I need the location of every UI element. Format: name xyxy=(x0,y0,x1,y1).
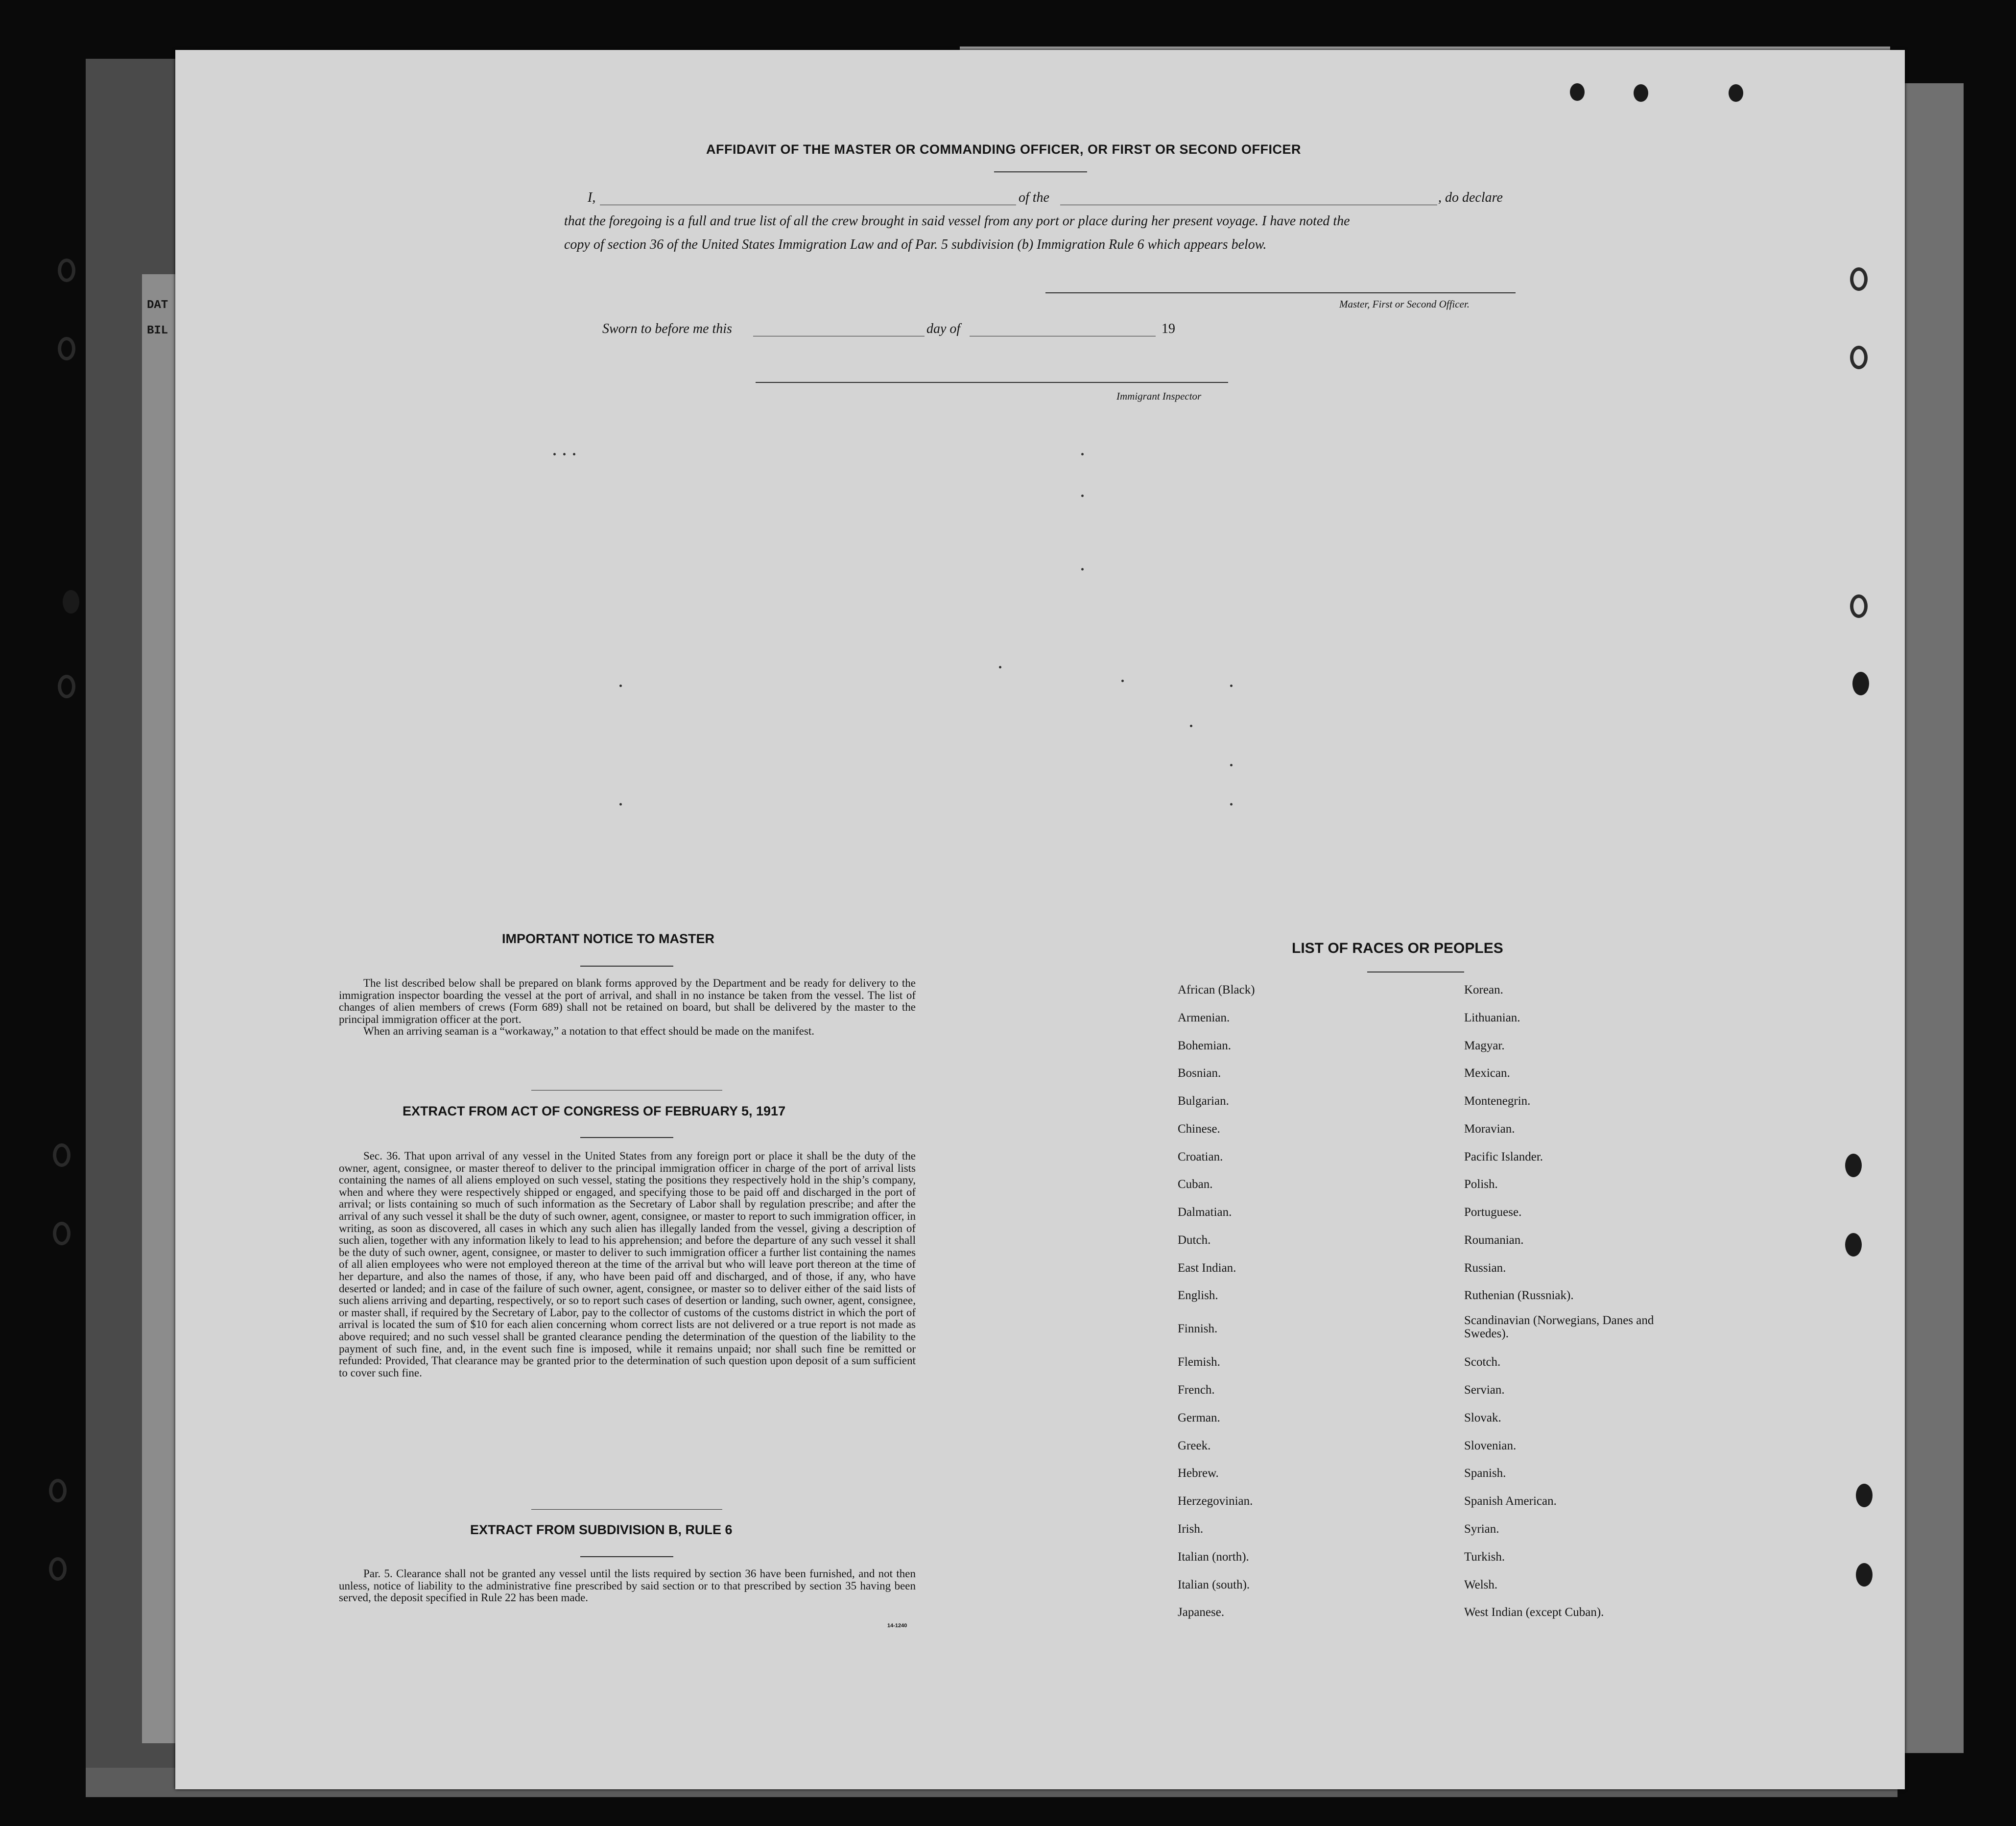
race-item: Armenian. xyxy=(1178,1011,1230,1024)
affidavit-line-1c: , do declare xyxy=(1438,190,1503,205)
race-item: Portuguese. xyxy=(1464,1206,1522,1219)
race-item: Servian. xyxy=(1464,1383,1505,1397)
punch-hole xyxy=(1856,1563,1873,1587)
race-item: East Indian. xyxy=(1178,1261,1236,1275)
punch-hole xyxy=(1570,83,1585,101)
affidavit-title-rule xyxy=(994,171,1087,172)
race-item: Dalmatian. xyxy=(1178,1206,1232,1219)
edge-mark-top: DAT xyxy=(147,299,168,312)
act-extract-body xyxy=(339,1150,916,1379)
race-item: Italian (north). xyxy=(1178,1550,1249,1564)
race-item: Scotch. xyxy=(1464,1355,1501,1369)
rule-extract-title: EXTRACT FROM SUBDIVISION B, RULE 6 xyxy=(470,1522,733,1537)
binder-hole xyxy=(58,675,75,698)
speck xyxy=(1230,685,1233,687)
punch-hole xyxy=(1845,1233,1862,1257)
race-item: Mexican. xyxy=(1464,1067,1510,1080)
race-item: Polish. xyxy=(1464,1178,1498,1191)
race-item: African (Black) xyxy=(1178,983,1255,996)
form-code: 14-1240 xyxy=(887,1623,907,1629)
affidavit-line-1a: I, xyxy=(588,190,596,205)
binder-hole xyxy=(53,1222,71,1245)
notice-body xyxy=(339,977,916,1038)
notice-paragraph-2: When an arriving seaman is a “workaway,” a notation to that effect should be made on the manifest. xyxy=(363,1025,814,1038)
race-item: Cuban. xyxy=(1178,1178,1213,1191)
affidavit-line-2: that the foregoing is a full and true list of all the crew brought in said vessel from any port or place during her present voyage. I have noted the xyxy=(564,213,1350,229)
speck xyxy=(1230,803,1233,806)
section-divider xyxy=(531,1090,722,1091)
sworn-text-b: day of xyxy=(926,321,961,336)
sworn-text-a: Sworn to before me this xyxy=(602,321,732,336)
inspector-caption: Immigrant Inspector xyxy=(1116,390,1202,402)
race-item: Slovak. xyxy=(1464,1411,1501,1424)
speck xyxy=(1081,568,1084,570)
race-item: Syrian. xyxy=(1464,1522,1499,1536)
notice-title: IMPORTANT NOTICE TO MASTER xyxy=(502,931,714,946)
race-item: Ruthenian (Russniak). xyxy=(1464,1289,1574,1302)
race-item: Russian. xyxy=(1464,1261,1506,1275)
notice-title-rule xyxy=(580,966,673,967)
speck xyxy=(999,666,1001,668)
act-extract-title: EXTRACT FROM ACT OF CONGRESS OF FEBRUARY 5, 1917 xyxy=(403,1104,786,1118)
master-signature-line xyxy=(1045,292,1516,293)
races-title: LIST OF RACES OR PEOPLES xyxy=(1292,940,1503,956)
race-item: Spanish. xyxy=(1464,1467,1506,1480)
speck xyxy=(619,685,622,687)
race-item: West Indian (except Cuban). xyxy=(1464,1606,1604,1619)
race-item: Croatian. xyxy=(1178,1150,1223,1163)
race-item: Greek. xyxy=(1178,1439,1211,1452)
binder-hole xyxy=(53,1143,71,1167)
speck xyxy=(553,453,556,455)
speck xyxy=(619,803,622,806)
binder-hole xyxy=(49,1557,67,1581)
punch-hole xyxy=(1852,672,1869,695)
race-item: Magyar. xyxy=(1464,1039,1505,1052)
race-item: Hebrew. xyxy=(1178,1467,1219,1480)
punch-hole xyxy=(1850,346,1868,369)
edge-mark-bottom: BIL xyxy=(147,324,168,337)
speck xyxy=(1230,764,1233,766)
race-item: Italian (south). xyxy=(1178,1578,1250,1591)
punch-hole xyxy=(1850,594,1868,618)
race-item: Herzegovinian. xyxy=(1178,1494,1253,1508)
binder-hole xyxy=(63,590,79,614)
race-item: Turkish. xyxy=(1464,1550,1505,1564)
speck xyxy=(573,453,575,455)
binder-hole xyxy=(58,337,75,360)
race-item: English. xyxy=(1178,1289,1218,1302)
manifest-page xyxy=(175,50,1905,1789)
act-title-rule xyxy=(580,1137,673,1138)
race-item: Bulgarian. xyxy=(1178,1094,1229,1108)
speck xyxy=(1081,453,1084,455)
race-item: Scandinavian (Norwegians, Danes and Swedes). xyxy=(1464,1314,1654,1340)
notice-paragraph-1: The list described below shall be prepared on blank forms approved by the Department and be ready for delivery to the immigration inspector boarding the vessel at the port of arrival, and shall in no instance be taken from the vessel. The list of changes of alien members of crews (Form 689) shall not be retained on board, but shall be delivered by the master to the principal immigration officer at the port. xyxy=(339,977,916,1025)
section-divider xyxy=(531,1509,722,1510)
inspector-signature-line xyxy=(756,382,1228,383)
race-item: Slovenian. xyxy=(1464,1439,1517,1452)
race-item: Lithuanian. xyxy=(1464,1011,1520,1024)
race-item: Flemish. xyxy=(1178,1355,1220,1369)
rule-extract-body xyxy=(339,1568,916,1604)
race-item: Moravian. xyxy=(1464,1122,1515,1136)
speck xyxy=(563,453,566,455)
punch-hole xyxy=(1850,267,1868,291)
master-caption: Master, First or Second Officer. xyxy=(1339,298,1470,310)
punch-hole xyxy=(1634,84,1648,102)
race-item: Japanese. xyxy=(1178,1606,1225,1619)
race-item: Irish. xyxy=(1178,1522,1204,1536)
race-item: Dutch. xyxy=(1178,1233,1211,1247)
race-item: French. xyxy=(1178,1383,1215,1397)
race-item: Pacific Islander. xyxy=(1464,1150,1543,1163)
rule-title-rule xyxy=(580,1556,673,1557)
act-section-36-text: Sec. 36. That upon arrival of any vessel in the United States from any foreign port or place it shall be the duty of the owner, agent, consignee, or master thereof to deliver to the principal immigration officer in charge of the port of arrival lists containing the names of all aliens employed on such vessel, stating the positions they respectively hold in the ship’s company, when and where they were respectively shipped or engaged, and specifying those to be paid off and discharged in the port of arrival; or lists containing so much of such information as the Secretary of Labor shall by regulation prescribe; and after the arrival of any such vessel it shall be the duty of such owner, agent, consignee, or master to report to such immigration officer, in writing, as soon as discovered, all cases in which any such alien has illegally landed from the vessel, giving a description of such alien, together with any information likely to lead to his apprehension; and before the departure of any such vessel it shall be the duty of such owner, agent, consignee, or master to deliver to such immigration officer a further list containing the names of all alien employees who were not employed thereon at the time of the arrival but who will leave port thereon at the time of her departure, and also the names of those, if any, who have been paid off and discharged, and of those, if any, who have deserted or landed; and in case of the failure of such owner, agent, consignee, or master so to deliver either of the said lists of such aliens arriving and departing, respectively, or so to report such cases of desertion or landing, such owner, agent, consignee, or master shall, if required by the Secretary of Labor, pay to the collector of customs of the customs district in which the port of arrival is located the sum of $10 for each alien concerning whom correct lists are not delivered or a true report is not made as above required; and no such vessel shall be granted clearance pending the determination of the question of the liability to the payment of such fine, and, in the event such fine is imposed, while it remains unpaid; nor shall such fine be remitted or refunded: Provided, That clearance may be granted prior to the determination of such question upon deposit of a sum sufficient to cover such fine. xyxy=(339,1150,916,1379)
punch-hole xyxy=(1856,1484,1873,1507)
race-item: Bohemian. xyxy=(1178,1039,1232,1052)
sworn-text-c: 19 xyxy=(1162,321,1175,336)
race-item: Bosnian. xyxy=(1178,1067,1221,1080)
affidavit-title: AFFIDAVIT OF THE MASTER OR COMMANDING OFFICER, OR FIRST OR SECOND OFFICER xyxy=(706,142,1301,157)
speck xyxy=(1081,495,1084,497)
binder-hole xyxy=(49,1479,67,1502)
rule-par-5-text: Par. 5. Clearance shall not be granted any vessel until the lists required by section 36 have been furnished, and not then unless, notice of liability to the administrative fine prescribed by said section or to that prescribed by section 35 having been served, the deposit specified in Rule 22 has been made. xyxy=(339,1567,916,1604)
race-item: Korean. xyxy=(1464,983,1503,996)
race-item: Spanish American. xyxy=(1464,1494,1557,1508)
punch-hole xyxy=(1729,84,1743,102)
speck xyxy=(1190,725,1192,727)
punch-hole xyxy=(1845,1154,1862,1177)
speck xyxy=(1121,680,1124,682)
race-item: Montenegrin. xyxy=(1464,1094,1531,1108)
binder-hole xyxy=(58,259,75,282)
race-item: Finnish. xyxy=(1178,1322,1218,1335)
race-item: Welsh. xyxy=(1464,1578,1498,1591)
race-item: Chinese. xyxy=(1178,1122,1220,1136)
race-item: Roumanian. xyxy=(1464,1233,1524,1247)
affidavit-line-1b: of the xyxy=(1019,190,1049,205)
affidavit-line-3: copy of section 36 of the United States Immigration Law and of Par. 5 subdivision (b) Immigration Rule 6 which appears below. xyxy=(564,237,1267,252)
race-item: German. xyxy=(1178,1411,1220,1424)
